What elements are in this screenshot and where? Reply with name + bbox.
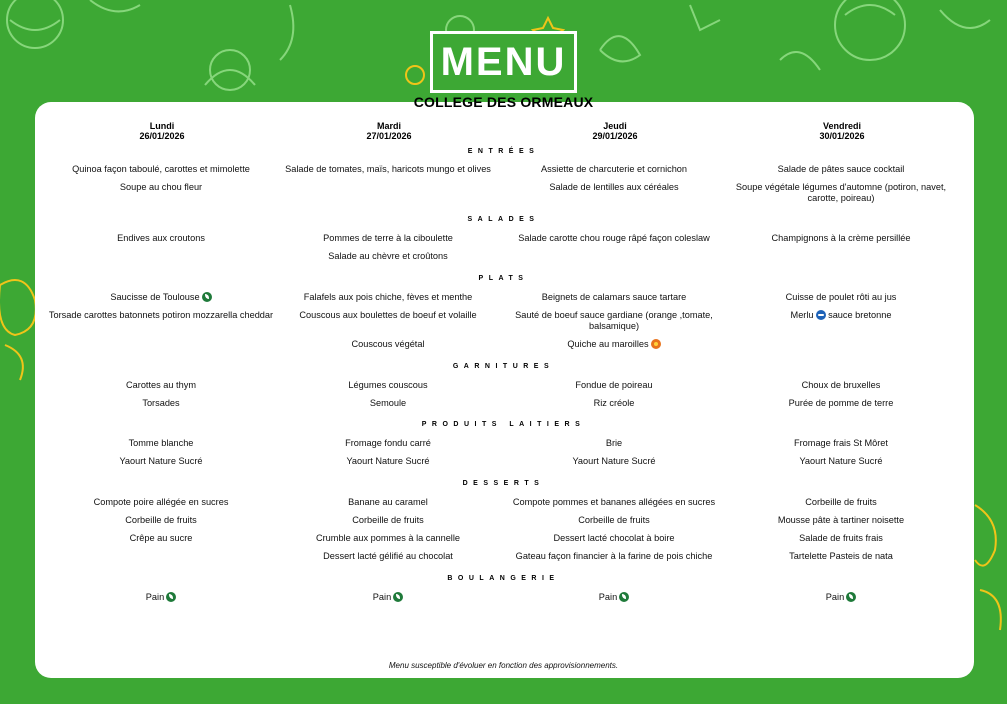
menu-item	[727, 592, 955, 603]
item-text: Pain	[598, 592, 618, 602]
footer-note: Menu susceptible d'évoluer en fonction des approvisionnements.	[388, 661, 619, 670]
menu-item: Dessert lacté chocolat à boire	[553, 533, 675, 543]
item-text: Quiche au maroilles	[567, 339, 649, 349]
menu-item: Salade carotte chou rouge râpé façon coleslaw	[518, 233, 710, 243]
menu-item: Cuisse de poulet rôti au jus	[785, 292, 897, 302]
item-text: Pain	[372, 592, 392, 602]
menu-item: Banane au caramel	[348, 497, 428, 507]
section-title-produits-laitiers: PRODUITS LAITIERS	[421, 421, 586, 428]
menu-item: Quinoa façon taboulé, carottes et mimolette	[72, 164, 250, 174]
menu-item: Torsades	[142, 398, 180, 408]
menu-item: Champignons à la crème persillée	[771, 233, 911, 243]
leaf-label-icon	[202, 292, 212, 302]
day-date: 29/01/2026	[592, 131, 638, 141]
menu-item: Soupe végétale légumes d'automne (potiron, navet, carotte, poireau)	[735, 182, 947, 203]
pear-doodle-icon	[975, 505, 996, 566]
onion-doodle-icon	[0, 280, 36, 335]
menu-item: Corbeille de fruits	[125, 515, 197, 525]
sustainable-fishing-icon	[816, 310, 826, 320]
item-text: Merlu	[790, 310, 814, 320]
menu-item: Mousse pâte à tartiner noisette	[777, 515, 905, 525]
menu-item: Salade de lentilles aux céréales	[549, 182, 679, 192]
menu-item: Endives aux croutons	[117, 233, 205, 243]
menu-item: Salade de pâtes sauce cocktail	[777, 164, 905, 174]
menu-item: Compote poire allégée en sucres	[93, 497, 229, 507]
menu-item: Sauté de boeuf sauce gardiane (orange ,tomate, balsamique)	[515, 310, 713, 331]
menu-item: Corbeille de fruits	[578, 515, 650, 525]
menu-item: Gateau façon financier à la farine de pois chiche	[515, 551, 713, 561]
menu-item: Riz créole	[593, 398, 635, 408]
section-title-entrees: ENTRÉES	[467, 148, 540, 155]
item-text: Pain	[825, 592, 845, 602]
menu-item: Falafels aux pois chiche, fèves et menthe	[303, 292, 473, 302]
day-name: Jeudi	[603, 121, 627, 131]
garlic-doodle-icon	[600, 36, 640, 61]
item-text: Saucisse de Toulouse	[110, 292, 200, 302]
menu-title-badge: MENU	[430, 31, 577, 93]
section-title-plats: PLATS	[478, 275, 529, 282]
menu-item	[47, 292, 275, 303]
menu-item: Tomme blanche	[128, 438, 194, 448]
menu-item	[47, 592, 275, 603]
item-text-suffix: sauce bretonne	[828, 310, 892, 320]
menu-item: Beignets de calamars sauce tartare	[541, 292, 687, 302]
menu-item	[500, 339, 728, 350]
menu-item: Fromage frais St Môret	[794, 438, 888, 448]
day-name: Vendredi	[822, 121, 861, 131]
section-title-salades: SALADES	[467, 216, 540, 223]
day-date: 27/01/2026	[366, 131, 412, 141]
menu-item: Yaourt Nature Sucré	[799, 456, 883, 466]
menu-item: Corbeille de fruits	[805, 497, 877, 507]
leaf-label-icon	[393, 592, 403, 602]
regional-product-icon	[651, 339, 661, 349]
menu-item: Carottes au thym	[126, 380, 196, 390]
menu-item: Salade au chèvre et croûtons	[328, 251, 448, 261]
menu-item: Couscous végétal	[351, 339, 425, 349]
menu-item: Yaourt Nature Sucré	[572, 456, 656, 466]
menu-item: Soupe au chou fleur	[119, 182, 203, 192]
section-title-desserts: DESSERTS	[462, 480, 545, 487]
menu-item: Fromage fondu carré	[345, 438, 431, 448]
menu-item: Yaourt Nature Sucré	[346, 456, 430, 466]
day-header-vendredi	[727, 121, 957, 141]
menu-item: Crumble aux pommes à la cannelle	[315, 533, 460, 543]
menu-item: Corbeille de fruits	[352, 515, 424, 525]
menu-item: Pommes de terre à la ciboulette	[323, 233, 453, 243]
tomato-doodle-icon	[835, 0, 905, 60]
day-date: 26/01/2026	[139, 131, 185, 141]
menu-item: Crêpe au sucre	[129, 533, 193, 543]
menu-item: Brie	[605, 438, 623, 448]
section-title-garnitures: GARNITURES	[452, 363, 555, 370]
menu-item: Salade de fruits frais	[799, 533, 883, 543]
menu-item: Légumes couscous	[348, 380, 428, 390]
section-title-boulangerie: BOULANGERIE	[447, 575, 560, 582]
menu-item: Semoule	[369, 398, 407, 408]
menu-item	[500, 592, 728, 603]
menu-item: Torsade carottes batonnets potiron mozzarella cheddar	[48, 310, 274, 320]
menu-item: Salade de tomates, maïs, haricots mungo et olives	[285, 164, 491, 174]
menu-item	[274, 592, 502, 603]
day-name: Mardi	[376, 121, 401, 131]
leaf-label-icon	[166, 592, 176, 602]
leaf-label-icon	[619, 592, 629, 602]
menu-item: Yaourt Nature Sucré	[119, 456, 203, 466]
menu-item	[727, 310, 955, 321]
day-date: 30/01/2026	[819, 131, 865, 141]
menu-item: Purée de pomme de terre	[788, 398, 894, 408]
menu-item: Assiette de charcuterie et cornichon	[540, 164, 688, 174]
menu-item: Dessert lacté gélifié au chocolat	[323, 551, 453, 561]
leaf-label-icon	[846, 592, 856, 602]
menu-item: Tartelette Pasteis de nata	[789, 551, 893, 561]
menu-item: Fondue de poireau	[575, 380, 653, 390]
menu-item: Couscous aux boulettes de boeuf et volaille	[299, 310, 477, 320]
menu-item: Compote pommes et bananes allégées en sucres	[512, 497, 716, 507]
day-name: Lundi	[149, 121, 175, 131]
school-name: COLLEGE DES ORMEAUX	[413, 94, 594, 110]
leaf-doodle-icon	[90, 0, 140, 11]
day-header-lundi	[47, 121, 277, 141]
item-text: Pain	[145, 592, 165, 602]
day-header-jeudi	[500, 121, 730, 141]
day-header-mardi	[274, 121, 504, 141]
menu-item: Choux de bruxelles	[801, 380, 881, 390]
